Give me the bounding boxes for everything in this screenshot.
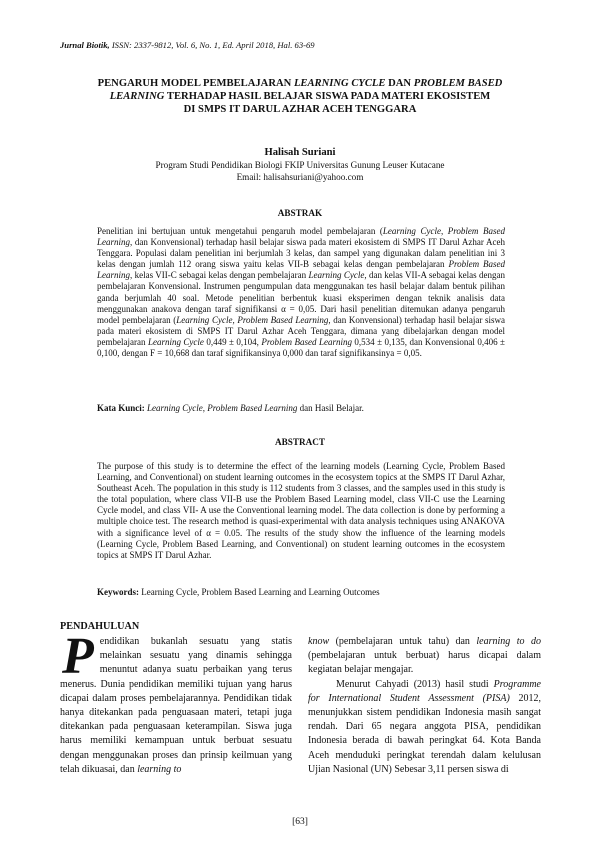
title-part: LEARNING CYCLE bbox=[293, 78, 386, 89]
body-text: learning to bbox=[137, 763, 182, 775]
journal-details: ISSN: 2337-9812, Vol. 6, No. 1, Ed. April 2018, Hal. 63-69 bbox=[109, 40, 315, 50]
journal-header bbox=[60, 40, 315, 50]
abstrak-text: , dan Konvensional) terhadap hasil belajar siswa pada materi ekosistem di SMPS IT Darul Azhar Aceh Tenggara, dimana yang dibelajarkan dengan model pembelajaran bbox=[97, 314, 505, 347]
paragraph bbox=[308, 635, 541, 678]
left-column bbox=[60, 628, 292, 777]
abstrak-text: Problem Based Learning bbox=[97, 259, 505, 281]
journal-name: Jurnal Biotik, bbox=[60, 40, 110, 50]
title-part: PENGARUH MODEL PEMBELAJARAN bbox=[97, 78, 294, 89]
title-part: DI SMPS IT DARUL AZHAR ACEH TENGGARA bbox=[183, 104, 417, 116]
abstrak-text: Problem Based Learning bbox=[261, 336, 352, 347]
abstrak-text: Penelitian ini bertujuan untuk mengetahui pengaruh model pembelajaran ( bbox=[97, 226, 383, 236]
body-text: 2012, menunjukkan sistem pendidikan Indonesia masih sangat rendah. Dari 65 negara anggota PISA, pendidikan Indonesia berada di bawah peringkat 64. Kota Banda Aceh menduduki peringkat terendah dalam kelulusan Ujian Nasional (UN) Sebesar 3,11 persen siswa di bbox=[308, 692, 541, 775]
abstrak-text: Learning Cycle, Problem Based Learning bbox=[97, 226, 505, 248]
keywords-label: Kata Kunci: bbox=[97, 403, 148, 413]
title-part: LEARNING bbox=[109, 91, 165, 103]
abstrak-text: , dan Konvensional) terhadap hasil belajar siswa pada materi ekosistem di SMPS IT Darul Azhar Aceh Tenggara. Populasi dalam penelitian ini berjumlah 3 kelas, dan sampel yang digunakan dalam penelitian ini 3 kelas dengan jumlah 112 orang siswa yaitu kelas VII-B sebagai kelas dengan pembelajaran bbox=[97, 237, 505, 270]
abstrak-text: , dan kelas VII-A sebagai kelas dengan pembelajaran Konvensional. Instrumen pengumpulan data menggunakan tes hasil belajar dalam bentuk pilihan ganda berjumlah 40 soal. Metode penelitian berbentuk kuasi eksperimen dengan teknik analisis data menggunakan anakova dengan taraf signifikansi α = 0,05. Dari hasil penelitian ditemukan adanya pengaruh model pembelajaran ( bbox=[97, 270, 505, 325]
abstrak-text: Learning Cycle, Problem Based Learning bbox=[176, 314, 329, 325]
abstrak-text: Learning Cycle bbox=[308, 270, 365, 281]
title-part: TERHADAP HASIL BELAJAR SISWA PADA MATERI EKOSISTEM bbox=[164, 91, 491, 103]
body-text: endidikan bukanlah sesuatu yang statis melainkan sesuatu yang dinamis sehingga menuntut adanya suatu perbaikan yang terus menerus. Dunia pendidikan memiliki tujuan yang harus dicapai dalam proses pembelajarannya. Pendidikan tidak hanya ditekankan pada penguasaan materi, tetapi juga ditekankan pada penguasaan keterampilan. Siswa juga harus memiliki kemampuan untuk berbuat sesuatu dengan menggunakan proses dan prinsip keilmuan yang telah dikuasai, dan bbox=[60, 636, 292, 775]
abstrak-text: Learning Cycle bbox=[147, 336, 204, 347]
abstrak-keywords bbox=[97, 403, 517, 413]
keywords-text: dan Hasil Belajar. bbox=[297, 403, 364, 413]
keywords-text: Learning Cycle, Problem Based Learning bbox=[147, 403, 298, 413]
section-heading-pendahuluan: PENDAHULUAN bbox=[60, 621, 140, 632]
right-column bbox=[308, 635, 541, 777]
drop-cap: P bbox=[62, 628, 94, 685]
body-text: learning to do bbox=[476, 636, 542, 647]
title-part: PROBLEM BASED bbox=[413, 78, 503, 89]
body-text: (pembelajaran untuk berbuat) harus dicapai dalam kegiatan belajar mengajar. bbox=[308, 650, 541, 676]
body-text: (pembelajaran untuk tahu) dan bbox=[329, 636, 477, 647]
paper-title bbox=[70, 77, 530, 117]
abstrak-heading: ABSTRAK bbox=[277, 208, 323, 218]
body-text: know bbox=[308, 636, 330, 647]
abstrak-text: 0,534 ± 0,135, dan Konvensional 0,406 ± 0,100, dengan F = 10,668 dan taraf signifikansinya 0,000 dan taraf signifikansinya = 0,05. bbox=[97, 336, 505, 359]
paragraph bbox=[308, 678, 541, 777]
page-number: [63] bbox=[292, 817, 308, 827]
keywords-text: Learning Cycle, Problem Based Learning and Learning Outcomes bbox=[141, 587, 380, 597]
title-part: DAN bbox=[385, 78, 414, 89]
abstract-keywords bbox=[97, 587, 517, 597]
author-affiliation: Program Studi Pendidikan Biologi FKIP Universitas Gunung Leuser Kutacane bbox=[155, 160, 445, 170]
abstract-heading: ABSTRACT bbox=[274, 437, 326, 447]
author-name: Halisah Suriani bbox=[264, 147, 336, 158]
abstract-body: The purpose of this study is to determine the effect of the learning models (Learning Cycle, Problem Based Learning, and Conventional) on student learning outcomes in the ecosystem topics at the SMPS IT Darul Azhar, Southeast Aceh. The population in this study is 112 students from 3 classes, and the samples used in this study is the total population, where class VII-B use the Problem Based Learning model, class VII-C use the Learning Cycle model, and class VII- A use the Conventional learning model. The data collection is done by performing a multiple choice test. The research method is quasi-experimental with data analysis techniques using ANAKOVA with a significance level of α = 0.05. The results of the study show the influence of the learning models (Learning Cycle, Problem Based Learning, and Conventional) on student learning outcomes in the ecosystem topics at SMPS IT Darul Azhar. bbox=[97, 461, 505, 560]
keywords-label: Keywords: bbox=[97, 587, 142, 597]
abstrak-text: , kelas VII-C sebagai kelas dengan pembelajaran bbox=[130, 270, 309, 281]
abstrak-text: 0,449 ± 0,104, bbox=[203, 336, 262, 347]
body-text: Menurut Cahyadi (2013) hasil studi bbox=[336, 678, 494, 690]
body-text: Programme for International Student Assessment (PISA) bbox=[308, 678, 541, 704]
author-email: Email: halisahsuriani@yahoo.com bbox=[236, 172, 364, 182]
abstrak-body bbox=[97, 226, 505, 359]
